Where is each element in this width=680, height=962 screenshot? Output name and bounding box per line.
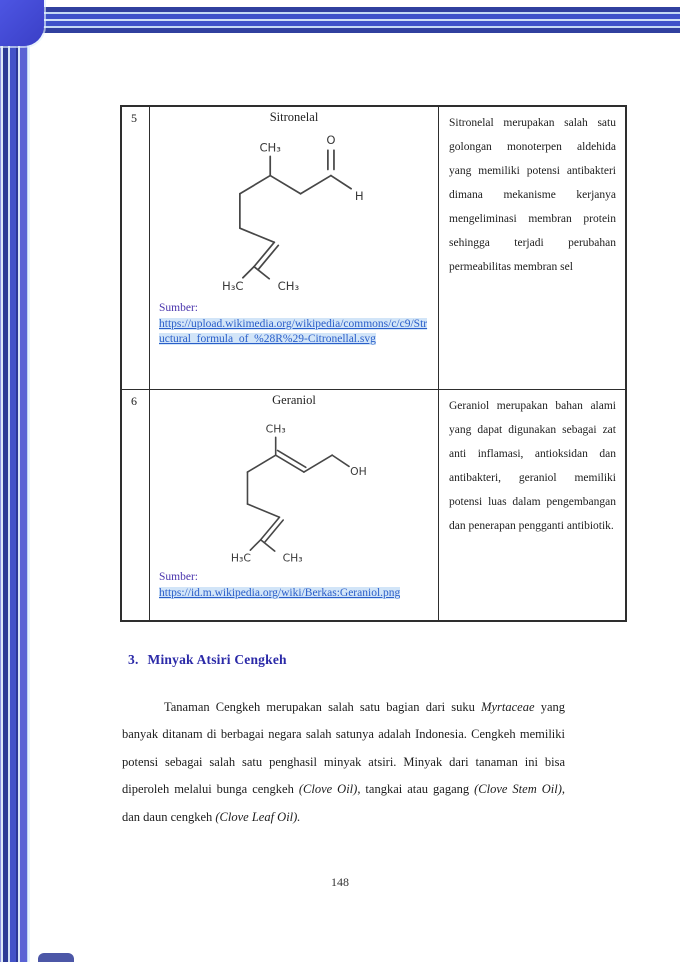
paragraph-text: Tanaman Cengkeh merupakan salah satu bagian dari suku <box>164 699 482 714</box>
compound-table <box>120 105 627 622</box>
methyl-left-label: H₃C <box>221 278 244 293</box>
paragraph-text: , dan daun cengkeh <box>122 782 565 824</box>
methyl-top-label: CH₃ <box>265 422 286 436</box>
paragraph-italic-clove-stem-oil: (Clove Stem Oil) <box>474 782 562 796</box>
paragraph-italic-clove-leaf-oil: (Clove Leaf Oil). <box>215 809 301 824</box>
description-cell-sitronelal <box>439 107 625 390</box>
body-paragraph <box>122 694 565 832</box>
geraniol-structure-diagram <box>202 410 387 568</box>
row-number-cell <box>122 390 150 620</box>
source-block <box>150 568 438 601</box>
row-number-cell <box>122 107 150 390</box>
description-cell-geraniol <box>439 390 625 620</box>
source-link[interactable]: https://id.m.wikipedia.org/wiki/Berkas:Geraniol.png <box>159 586 401 599</box>
source-block <box>150 299 438 348</box>
bottom-ornament <box>38 953 74 962</box>
methyl-top-label: CH₃ <box>258 140 281 155</box>
compound-title: Geraniol <box>272 393 316 407</box>
source-link[interactable]: https://upload.wikimedia.org/wikipedia/commons/c/c9/Structural_formula_of_%28R%29-Citronellal.svg <box>159 317 428 345</box>
paragraph-italic-clove-oil: (Clove Oil) <box>298 782 358 796</box>
paragraph-text: yang banyak ditanam di berbagai negara salah satunya adalah Indonesia. Cengkeh memiliki potensi sebagai salah satu penghasil minyak atsiri. Minyak dari tanaman ini bisa diperoleh melalui bunga cengkeh <box>122 699 565 796</box>
paragraph-text: , tangkai atau gagang <box>357 782 475 796</box>
hydroxyl-label: OH <box>349 464 367 478</box>
compound-description: Sitronelal merupakan salah satu golongan monoterpen aldehida yang memiliki potensi antibakteri dimana mekanisme kerjanya mengeliminasi membran protein sehingga terjadi perubahan permeabilitas membran sel <box>449 117 616 273</box>
paragraph-italic-myrtaceae: Myrtaceae <box>481 699 535 714</box>
source-label: Sumber: <box>159 571 198 583</box>
structure-cell-geraniol <box>150 390 439 620</box>
section-number: 3. <box>128 652 139 667</box>
methyl-left-label: H₃C <box>230 551 251 565</box>
section-heading <box>128 652 287 668</box>
top-border-stripes <box>28 6 680 33</box>
row-number: 5 <box>131 111 137 125</box>
left-border-stripes <box>0 0 30 962</box>
row-number: 6 <box>131 394 137 408</box>
compound-description: Geraniol merupakan bahan alami yang dapat digunakan sebagai zat anti inflamasi, antioksidan dan antibakteri, geraniol memiliki potensi luas dalam pengembangan dan penerapan pengganti antibiotik. <box>449 400 616 532</box>
page-number: 148 <box>331 875 349 889</box>
oxygen-label: O <box>325 133 336 148</box>
structure-cell-sitronelal <box>150 107 439 390</box>
compound-title: Sitronelal <box>269 110 319 124</box>
methyl-right-label: CH₃ <box>282 551 303 565</box>
hydrogen-label: H <box>354 188 364 203</box>
section-title: Minyak Atsiri Cengkeh <box>147 652 287 667</box>
source-label: Sumber: <box>159 302 198 314</box>
corner-ornament <box>0 0 44 46</box>
methyl-right-label: CH₃ <box>277 278 299 293</box>
citronellal-structure-diagram <box>202 127 387 299</box>
